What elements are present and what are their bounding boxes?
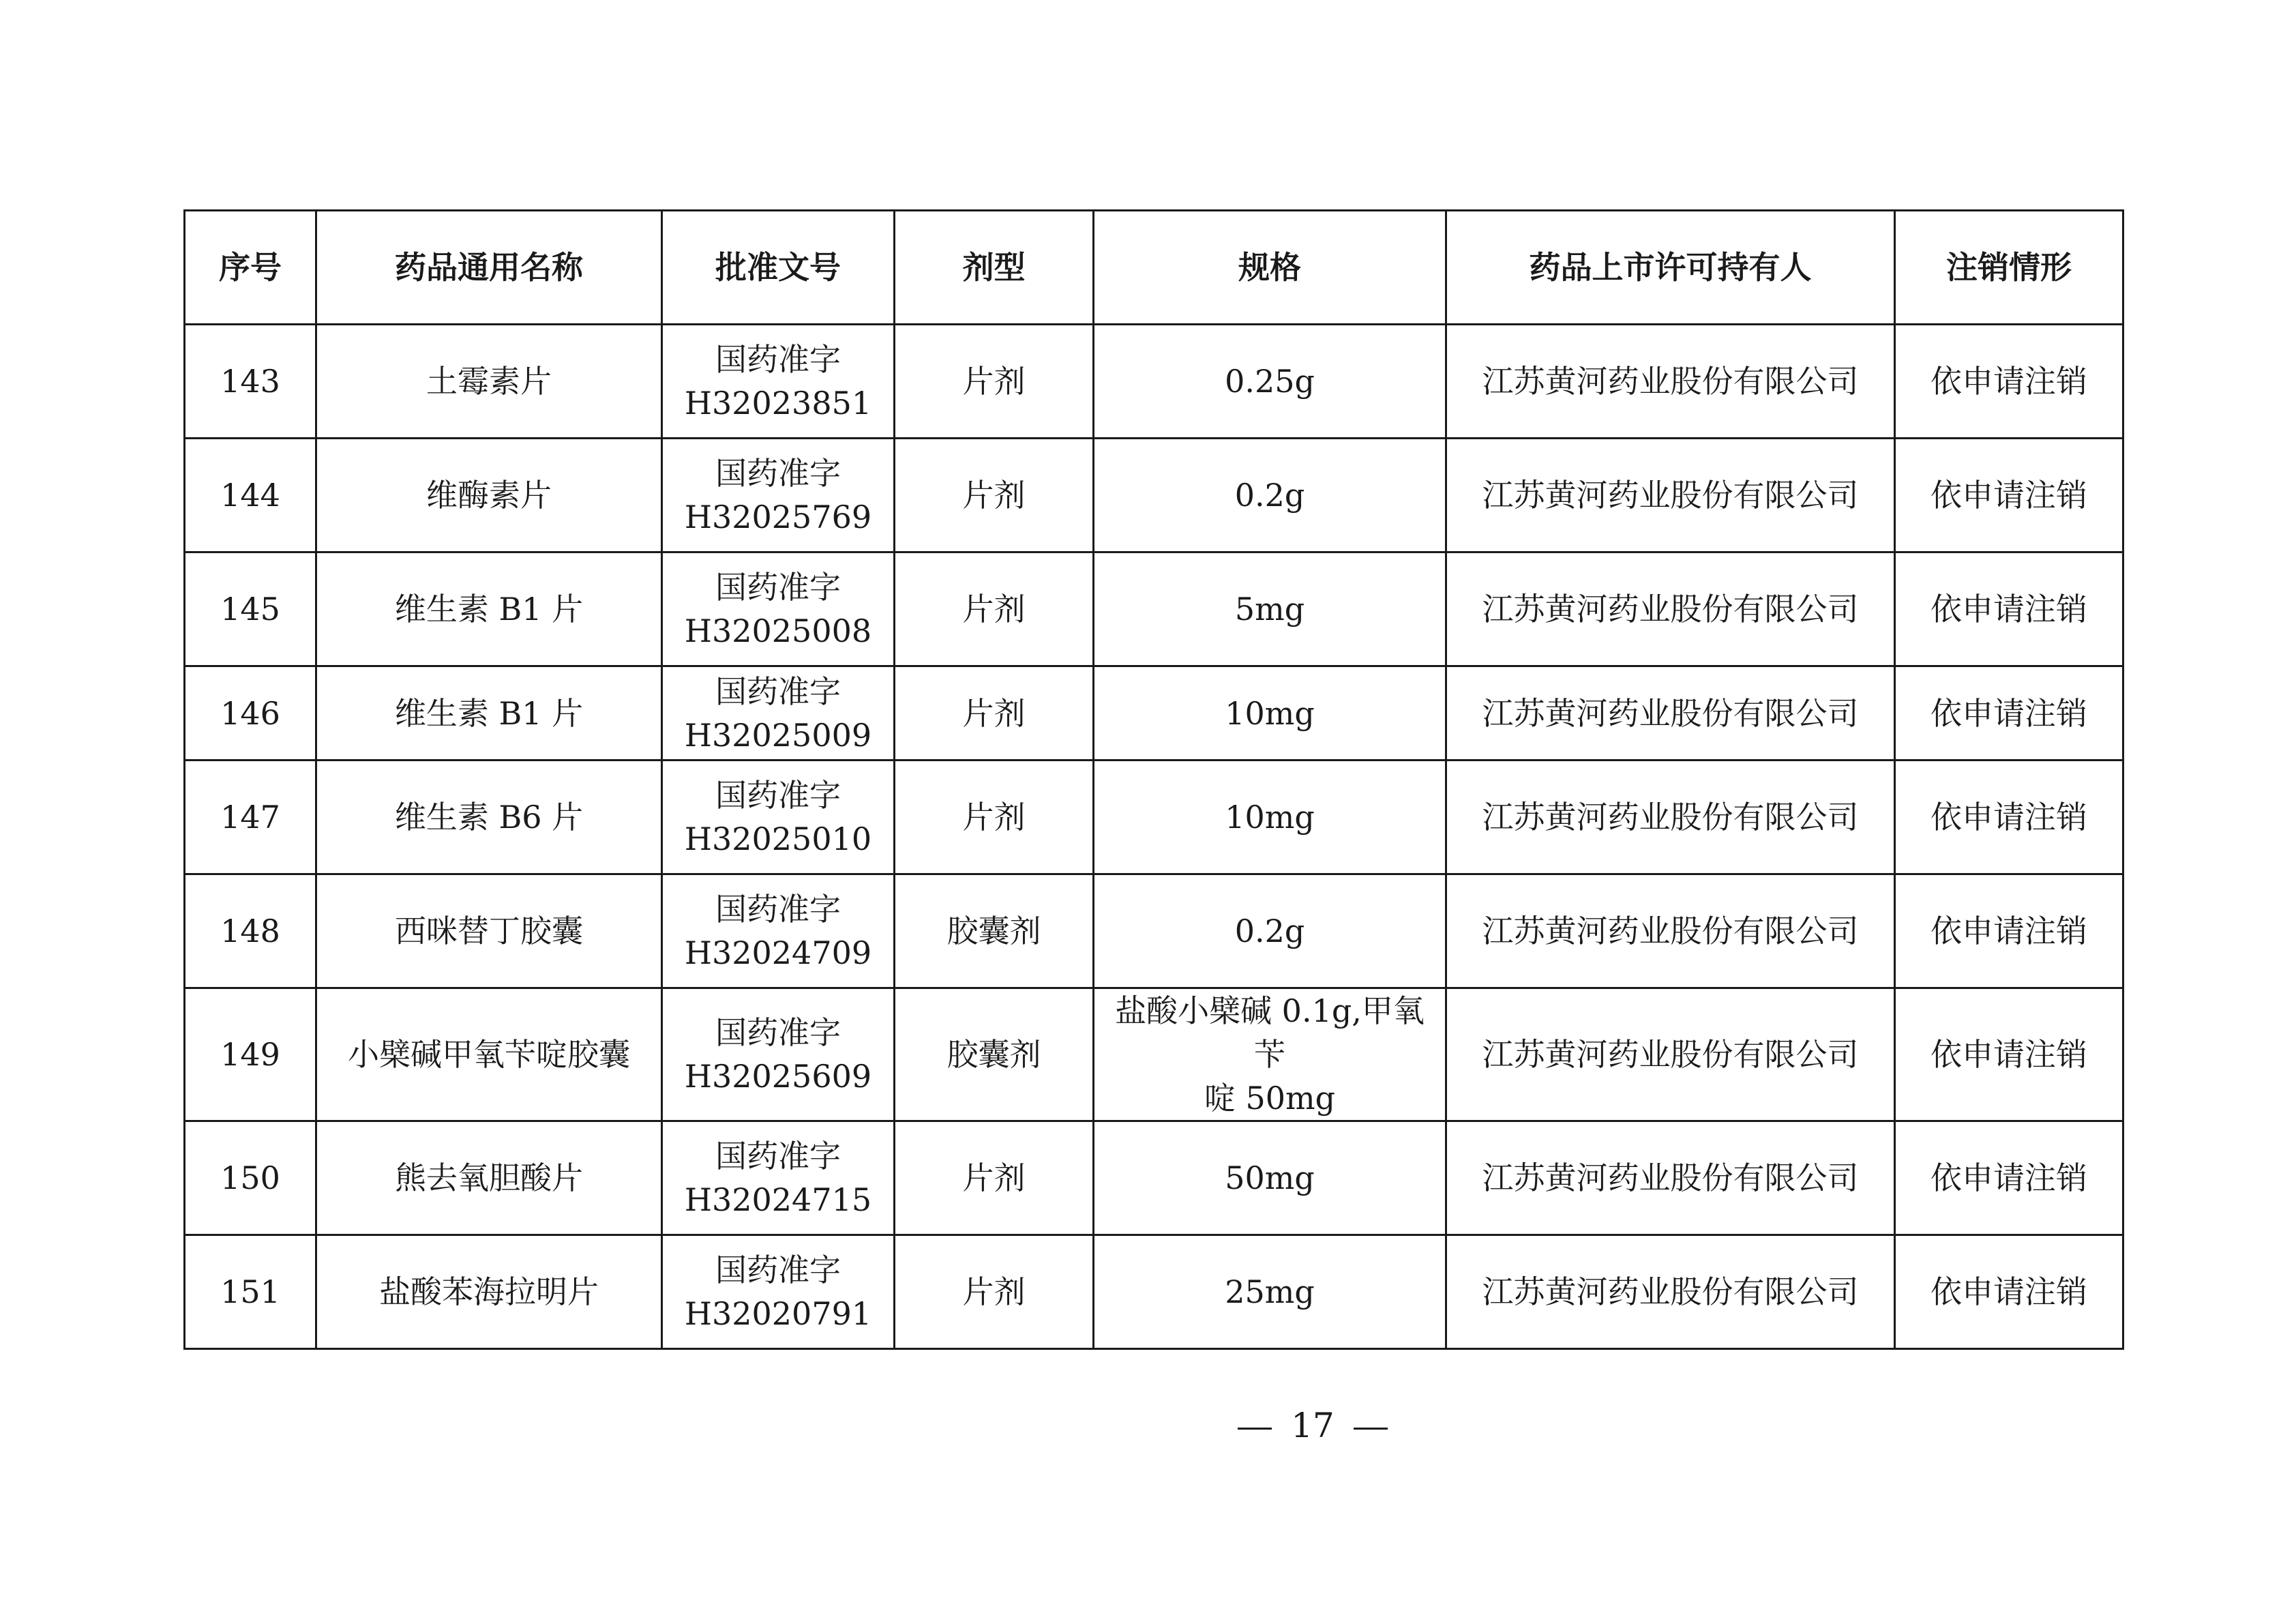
cell-dosage-form: 胶囊剂 (895, 988, 1094, 1121)
page-number-dash-right (1354, 1428, 1388, 1430)
cell-specification (1094, 1121, 1446, 1235)
table-row (185, 1235, 2123, 1349)
cell-drug-name: 维酶素片 (316, 439, 662, 552)
cell-serial: 143 (185, 325, 316, 439)
table-row (185, 325, 2123, 439)
spec-line-1: 10mg (1225, 694, 1315, 732)
cell-license-holder: 江苏黄河药业股份有限公司 (1446, 1121, 1895, 1235)
drug-cancellation-table (183, 209, 2124, 1350)
cell-serial: 150 (185, 1121, 316, 1235)
cell-dosage-form: 片剂 (895, 1235, 1094, 1349)
spec-line-1: 0.25g (1225, 363, 1315, 400)
cell-serial: 151 (185, 1235, 316, 1349)
approval-code: H32025010 (684, 821, 872, 857)
cell-drug-name: 盐酸苯海拉明片 (316, 1235, 662, 1349)
cell-cancellation-reason: 依申请注销 (1895, 439, 2123, 552)
cell-drug-name: 小檗碱甲氧苄啶胶囊 (316, 988, 662, 1121)
header-drug-name: 药品通用名称 (316, 211, 662, 325)
header-license-holder: 药品上市许可持有人 (1446, 211, 1895, 325)
cell-approval-number (662, 1121, 895, 1235)
cell-license-holder: 江苏黄河药业股份有限公司 (1446, 666, 1895, 761)
table-row (185, 874, 2123, 988)
approval-prefix: 国药准字 (715, 569, 841, 606)
approval-prefix: 国药准字 (715, 777, 841, 814)
cell-cancellation-reason: 依申请注销 (1895, 988, 2123, 1121)
spec-line-1: 盐酸小檗碱 0.1g,甲氧苄 (1115, 992, 1425, 1073)
cell-dosage-form: 片剂 (895, 666, 1094, 761)
approval-prefix: 国药准字 (715, 1252, 841, 1288)
table-row (185, 761, 2123, 874)
page-number-value: 17 (1291, 1406, 1335, 1445)
cell-dosage-form: 片剂 (895, 325, 1094, 439)
cell-serial: 145 (185, 552, 316, 666)
cell-dosage-form: 片剂 (895, 439, 1094, 552)
approval-code: H32024715 (684, 1181, 872, 1218)
approval-prefix: 国药准字 (715, 1014, 841, 1051)
cell-license-holder: 江苏黄河药业股份有限公司 (1446, 325, 1895, 439)
spec-line-1: 50mg (1225, 1160, 1315, 1196)
header-approval-number: 批准文号 (662, 211, 895, 325)
cell-specification (1094, 874, 1446, 988)
table-row (185, 552, 2123, 666)
cell-specification (1094, 988, 1446, 1121)
spec-line-1: 10mg (1225, 799, 1315, 836)
cell-approval-number (662, 325, 895, 439)
spec-line-2: 啶 50mg (1204, 1080, 1336, 1117)
approval-code: H32023851 (684, 385, 872, 422)
approval-prefix: 国药准字 (715, 891, 841, 928)
cell-cancellation-reason: 依申请注销 (1895, 874, 2123, 988)
cell-cancellation-reason: 依申请注销 (1895, 552, 2123, 666)
cell-drug-name: 维生素 B6 片 (316, 761, 662, 874)
cell-specification (1094, 439, 1446, 552)
cell-dosage-form: 片剂 (895, 761, 1094, 874)
cell-serial: 144 (185, 439, 316, 552)
approval-code: H32025609 (684, 1058, 872, 1095)
approval-code: H32024709 (684, 934, 872, 971)
cell-serial: 148 (185, 874, 316, 988)
cell-cancellation-reason: 依申请注销 (1895, 1235, 2123, 1349)
approval-prefix: 国药准字 (715, 1138, 841, 1175)
cell-dosage-form: 片剂 (895, 1121, 1094, 1235)
cell-cancellation-reason: 依申请注销 (1895, 325, 2123, 439)
cell-drug-name: 土霉素片 (316, 325, 662, 439)
page-number (0, 1398, 2296, 1453)
cell-specification (1094, 552, 1446, 666)
cell-specification (1094, 325, 1446, 439)
cell-serial: 149 (185, 988, 316, 1121)
cell-specification (1094, 1235, 1446, 1349)
cell-serial: 147 (185, 761, 316, 874)
cell-license-holder: 江苏黄河药业股份有限公司 (1446, 988, 1895, 1121)
cell-approval-number (662, 988, 895, 1121)
cell-license-holder: 江苏黄河药业股份有限公司 (1446, 1235, 1895, 1349)
cell-approval-number (662, 761, 895, 874)
approval-code: H32025009 (684, 716, 872, 754)
spec-line-1: 0.2g (1234, 477, 1305, 514)
cell-approval-number (662, 874, 895, 988)
cell-dosage-form: 片剂 (895, 552, 1094, 666)
header-cancellation-reason: 注销情形 (1895, 211, 2123, 325)
cell-dosage-form: 胶囊剂 (895, 874, 1094, 988)
table-row (185, 1121, 2123, 1235)
approval-prefix: 国药准字 (715, 341, 841, 378)
cell-license-holder: 江苏黄河药业股份有限公司 (1446, 552, 1895, 666)
approval-code: H32025769 (684, 499, 872, 535)
page-number-dash-left (1238, 1428, 1272, 1430)
header-specification: 规格 (1094, 211, 1446, 325)
cell-license-holder: 江苏黄河药业股份有限公司 (1446, 439, 1895, 552)
cell-specification (1094, 761, 1446, 874)
spec-line-1: 25mg (1225, 1273, 1315, 1310)
cell-cancellation-reason: 依申请注销 (1895, 1121, 2123, 1235)
cell-approval-number (662, 666, 895, 761)
cell-approval-number (662, 439, 895, 552)
cell-specification (1094, 666, 1446, 761)
approval-code: H32025008 (684, 612, 872, 649)
cell-license-holder: 江苏黄河药业股份有限公司 (1446, 874, 1895, 988)
approval-code: H32020791 (684, 1295, 872, 1332)
cell-drug-name: 西咪替丁胶囊 (316, 874, 662, 988)
header-serial: 序号 (185, 211, 316, 325)
header-dosage-form: 剂型 (895, 211, 1094, 325)
cell-approval-number (662, 1235, 895, 1349)
spec-line-1: 5mg (1234, 591, 1305, 628)
cell-cancellation-reason: 依申请注销 (1895, 761, 2123, 874)
table-row (185, 666, 2123, 761)
table-row (185, 988, 2123, 1121)
cell-license-holder: 江苏黄河药业股份有限公司 (1446, 761, 1895, 874)
cell-cancellation-reason: 依申请注销 (1895, 666, 2123, 761)
spec-line-1: 0.2g (1234, 913, 1305, 949)
cell-drug-name: 维生素 B1 片 (316, 666, 662, 761)
approval-prefix: 国药准字 (715, 673, 841, 710)
table-header-row (185, 211, 2123, 325)
cell-approval-number (662, 552, 895, 666)
cell-drug-name: 维生素 B1 片 (316, 552, 662, 666)
table-row (185, 439, 2123, 552)
cell-serial: 146 (185, 666, 316, 761)
approval-prefix: 国药准字 (715, 455, 841, 492)
cell-drug-name: 熊去氧胆酸片 (316, 1121, 662, 1235)
